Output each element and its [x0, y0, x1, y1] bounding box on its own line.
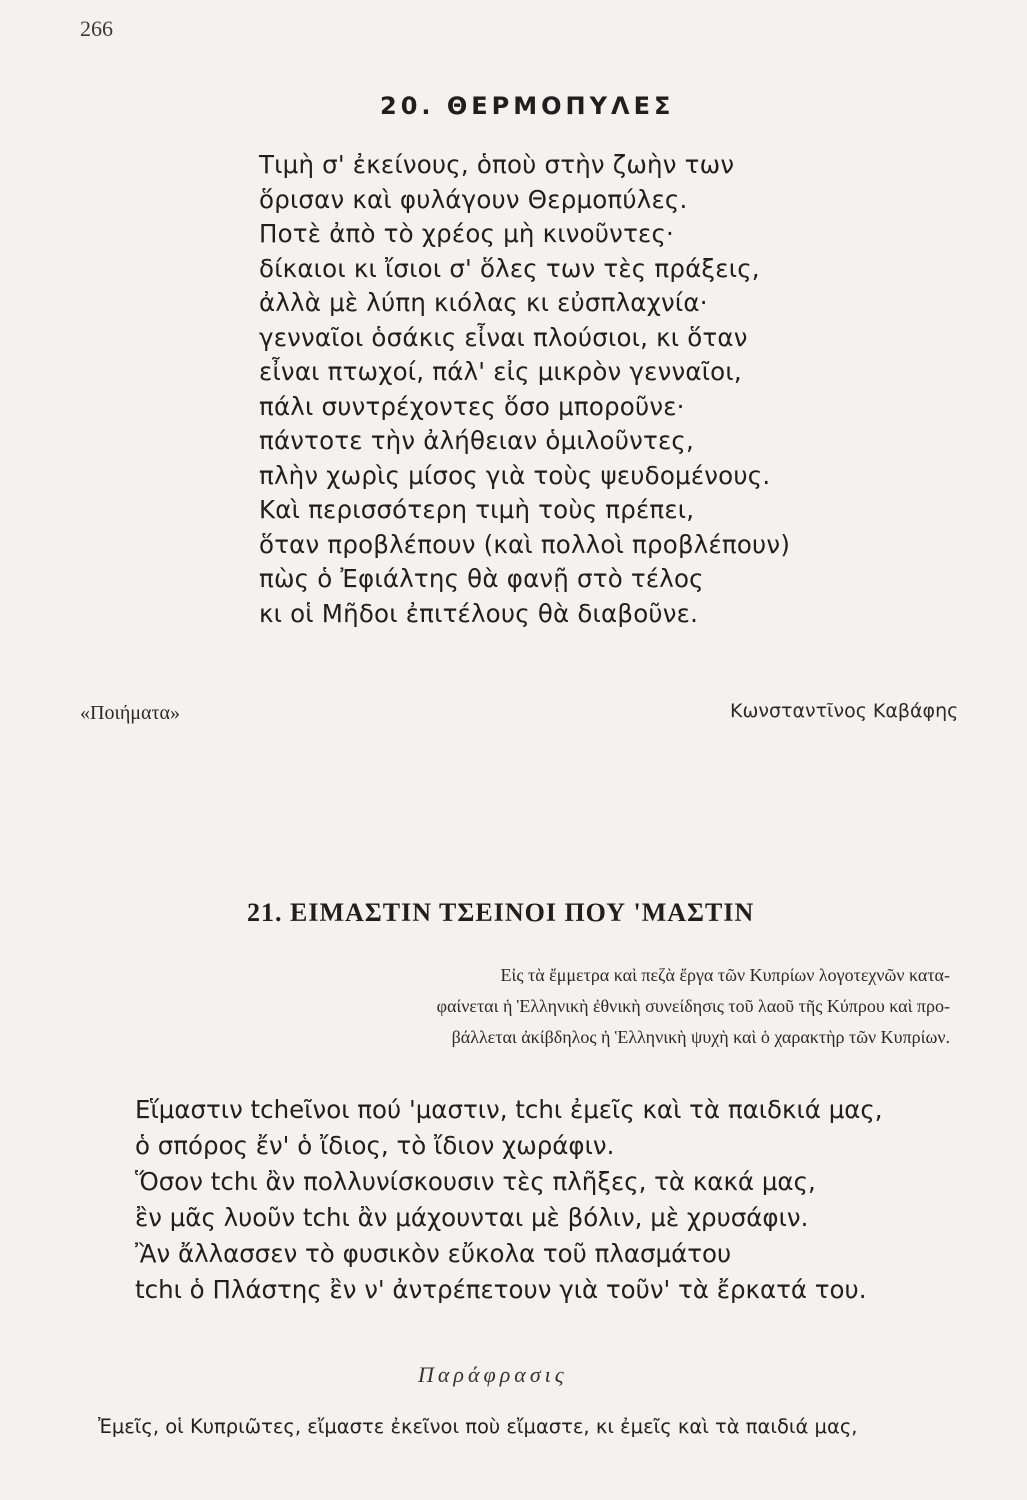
- page-number: 266: [80, 16, 113, 41]
- poem-line: πλὴν χωρὶς μίσος γιὰ τοὺς ψευδομένους.: [259, 460, 771, 490]
- poem-author: Κωνσταντῖνος Καβάφης: [730, 700, 959, 722]
- poem-line: Ποτὲ ἀπὸ τὸ χρέος μὴ κινοῦντες·: [259, 219, 675, 248]
- poem-source: «Ποιήματα»: [80, 702, 180, 724]
- paraphrase-heading: Παράφρασις: [418, 1362, 568, 1387]
- poem-line: ἒν μᾶς λυοῦν tchι ἂν μάχουνται μὲ βόλιν, μὲ χρυσάφιν.: [135, 1203, 809, 1232]
- poem-thermopyles: [259, 148, 859, 631]
- poem-line: Εἵμαστιν tcheῖνοι πού 'μαστιν, tchι ἐμεῖς καὶ τὰ παιδκιά μας,: [135, 1095, 883, 1124]
- poem-line: εἶναι πτωχοί, πάλ' εἰς μικρὸν γενναῖοι,: [259, 357, 742, 386]
- poem-line: Τιμὴ σ' ἐκείνους, ὁποὺ στὴν ζωὴν των: [259, 150, 735, 179]
- poem-introduction: [210, 960, 950, 1053]
- poem-line: ὅρισαν καὶ φυλάγουν Θερμοπύλες.: [259, 184, 688, 214]
- poem-title-thermopyles: 20. ΘΕΡΜΟΠΥΛΕΣ: [380, 92, 675, 120]
- poem-eimastin: [135, 1092, 995, 1308]
- poem-line: πάλι συντρέχοντες ὅσο μποροῦνε·: [259, 391, 685, 421]
- poem-line: γενναῖοι ὁσάκις εἶναι πλούσιοι, κι ὅταν: [259, 322, 748, 352]
- poem-line: ὅταν προβλέπουν (καὶ πολλοὶ προβλέπουν): [259, 529, 791, 559]
- paraphrase-text: Ἐμεῖς, οἱ Κυπριῶτες, εἴμαστε ἐκεῖνοι ποὺ εἴμαστε, κι ἐμεῖς καὶ τὰ παιδιά μας,: [98, 1415, 858, 1438]
- poem-line: Ἂν ἄλλασσεν τὸ φυσικὸν εὔκολα τοῦ πλασμάτου: [135, 1239, 732, 1268]
- intro-line: βάλλεται ἀκίβδηλος ἡ Ἑλληνικὴ ψυχὴ καὶ ὁ χαρακτὴρ τῶν Κυπρίων.: [451, 1027, 950, 1047]
- intro-line: Εἰς τὰ ἔμμετρα καὶ πεζὰ ἔργα τῶν Κυπρίων λογοτεχνῶν κατα-: [500, 965, 950, 985]
- poem-line: δίκαιοι κι ἴσιοι σ' ὅλες των τὲς πράξεις,: [259, 253, 760, 283]
- poem-title-eimastin: 21. ΕΙΜΑΣΤΙΝ ΤΣΕΙΝΟΙ ΠΟΥ 'ΜΑΣΤΙΝ: [247, 898, 755, 927]
- poem-line: tchι ὁ Πλάστης ἒν ν' ἀντρέπετουν γιὰ τοῦν' τὰ ἔρκατά του.: [135, 1275, 867, 1304]
- poem-line: ὁ σπόρος ἔν' ὁ ἴδιος, τὸ ἴδιον χωράφιν.: [135, 1131, 615, 1160]
- poem-line: ἀλλὰ μὲ λύπη κιόλας κι εὐσπλαχνία·: [259, 288, 708, 317]
- poem-line: Καὶ περισσότερη τιμὴ τοὺς πρέπει,: [259, 495, 695, 524]
- poem-line: πὼς ὁ Ἐφιάλτης θὰ φανῇ στὸ τέλος: [259, 564, 704, 593]
- intro-line: φαίνεται ἡ Ἑλληνικὴ ἐθνικὴ συνείδησις τοῦ λαοῦ τῆς Κύπρου καὶ προ-: [436, 996, 950, 1016]
- poem-line: κι οἱ Μῆδοι ἐπιτέλους θὰ διαβοῦνε.: [259, 598, 699, 628]
- poem-line: πάντοτε τὴν ἀλήθειαν ὁμιλοῦντες,: [259, 426, 694, 455]
- poem-line: Ὅσον tchι ἂν πολλυνίσκουσιν τὲς πλῆξες, τὰ κακά μας,: [135, 1167, 816, 1196]
